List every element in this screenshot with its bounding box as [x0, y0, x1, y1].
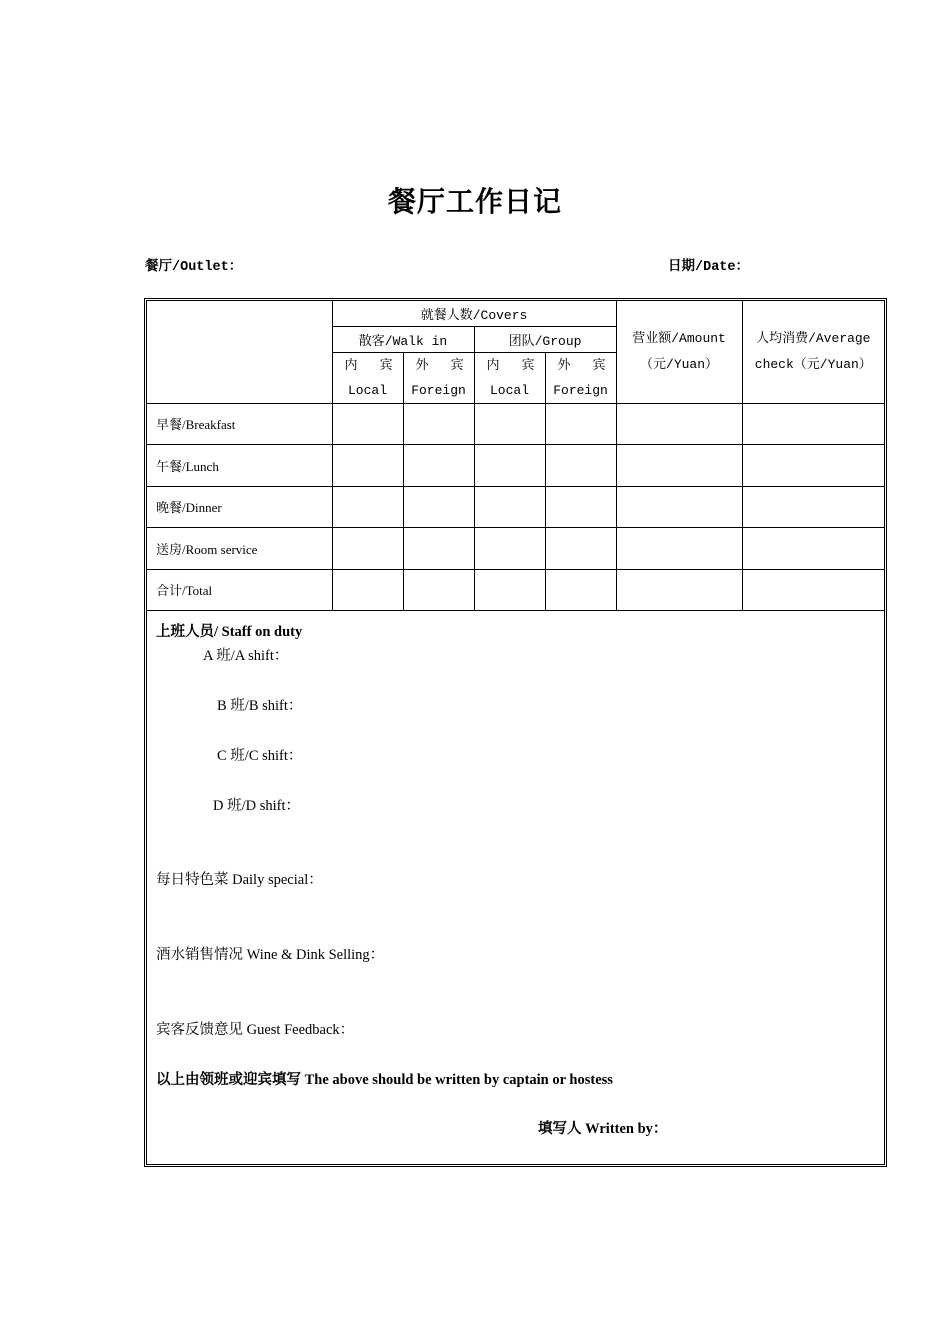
- group-foreign-header: [545, 352, 616, 403]
- local-cn-1: 内: [344, 357, 358, 373]
- date-label: 日期/Date：: [668, 260, 750, 275]
- average-check-line2: check（元/Yuan）: [754, 356, 872, 372]
- entry-cell[interactable]: [545, 486, 616, 528]
- walk-in-header: 散客/Walk in: [332, 326, 474, 352]
- entry-cell[interactable]: [742, 528, 884, 570]
- row-label-lunch: 午餐/Lunch: [147, 445, 332, 487]
- entry-cell[interactable]: [545, 569, 616, 611]
- foreign-cn-2: 宾: [592, 357, 606, 373]
- daily-special-field[interactable]: 每日特色菜 Daily special：: [156, 872, 323, 888]
- entry-cell[interactable]: [474, 528, 545, 570]
- entry-cell[interactable]: [474, 569, 545, 611]
- table-row: [147, 486, 884, 528]
- outlet-label: 餐厅/Outlet：: [145, 260, 243, 275]
- entry-cell[interactable]: [474, 445, 545, 487]
- entry-cell[interactable]: [742, 486, 884, 528]
- entry-cell[interactable]: [403, 403, 474, 445]
- entry-cell[interactable]: [545, 528, 616, 570]
- guest-feedback-field[interactable]: 宾客反馈意见 Guest Feedback：: [156, 1022, 355, 1038]
- entry-cell[interactable]: [616, 403, 742, 445]
- c-shift-field[interactable]: C 班/C shift：: [217, 748, 303, 764]
- foreign-en: Foreign: [553, 382, 608, 398]
- amount-header: [616, 301, 742, 403]
- entry-cell[interactable]: [474, 486, 545, 528]
- table-row: [147, 528, 884, 570]
- page-title: 餐厅工作日记: [387, 185, 562, 218]
- table-row: [147, 445, 884, 487]
- entry-cell[interactable]: [742, 569, 884, 611]
- row-label-room-service: 送房/Room service: [147, 528, 332, 570]
- average-check-line1: 人均消费/Average: [756, 330, 871, 346]
- foreign-cn-1: 外: [557, 357, 571, 373]
- local-cn-2: 宾: [521, 357, 535, 373]
- entry-cell[interactable]: [616, 569, 742, 611]
- local-en: Local: [347, 382, 387, 398]
- group-header: 团队/Group: [474, 326, 616, 352]
- entry-cell[interactable]: [474, 403, 545, 445]
- entry-cell[interactable]: [332, 403, 403, 445]
- written-by-field[interactable]: 填写人 Written by：: [538, 1121, 668, 1137]
- table-row: [147, 403, 884, 445]
- row-label-breakfast: 早餐/Breakfast: [147, 403, 332, 445]
- entry-cell[interactable]: [332, 445, 403, 487]
- entry-cell[interactable]: [403, 486, 474, 528]
- average-check-header: [742, 301, 884, 403]
- captain-note: 以上由领班或迎宾填写 The above should be written by captain or hostess: [156, 1072, 613, 1088]
- foreign-cn-2: 宾: [450, 357, 464, 373]
- entry-cell[interactable]: [616, 528, 742, 570]
- local-cn-2: 宾: [379, 357, 393, 373]
- entry-cell[interactable]: [742, 445, 884, 487]
- entry-cell[interactable]: [332, 486, 403, 528]
- b-shift-field[interactable]: B 班/B shift：: [217, 698, 303, 714]
- local-cn-1: 内: [486, 357, 500, 373]
- corner-cell: [147, 301, 332, 403]
- staff-on-duty-heading: 上班人员/ Staff on duty: [156, 624, 303, 640]
- wine-selling-field[interactable]: 酒水销售情况 Wine & Dink Selling：: [156, 947, 385, 963]
- entry-cell[interactable]: [616, 486, 742, 528]
- entry-cell[interactable]: [545, 403, 616, 445]
- walk-in-foreign-header: [403, 352, 474, 403]
- work-log-form: [144, 298, 887, 1167]
- covers-table: [147, 301, 884, 611]
- table-row: [147, 569, 884, 611]
- entry-cell[interactable]: [742, 403, 884, 445]
- entry-cell[interactable]: [616, 445, 742, 487]
- group-local-header: [474, 352, 545, 403]
- row-label-dinner: 晚餐/Dinner: [147, 486, 332, 528]
- a-shift-field[interactable]: A 班/A shift：: [203, 648, 289, 664]
- amount-header-line2: （元/Yuan）: [640, 356, 719, 372]
- entry-cell[interactable]: [403, 445, 474, 487]
- covers-header: 就餐人数/Covers: [332, 301, 616, 326]
- entry-cell[interactable]: [403, 569, 474, 611]
- notes-section: [147, 614, 884, 1164]
- row-label-total: 合计/Total: [147, 569, 332, 611]
- entry-cell[interactable]: [332, 569, 403, 611]
- entry-cell[interactable]: [545, 445, 616, 487]
- d-shift-field[interactable]: D 班/D shift：: [213, 798, 300, 814]
- walk-in-local-header: [332, 352, 403, 403]
- local-en: Local: [489, 382, 529, 398]
- foreign-en: Foreign: [411, 382, 466, 398]
- entry-cell[interactable]: [332, 528, 403, 570]
- amount-header-line1: 营业额/Amount: [632, 330, 726, 346]
- foreign-cn-1: 外: [415, 357, 429, 373]
- entry-cell[interactable]: [403, 528, 474, 570]
